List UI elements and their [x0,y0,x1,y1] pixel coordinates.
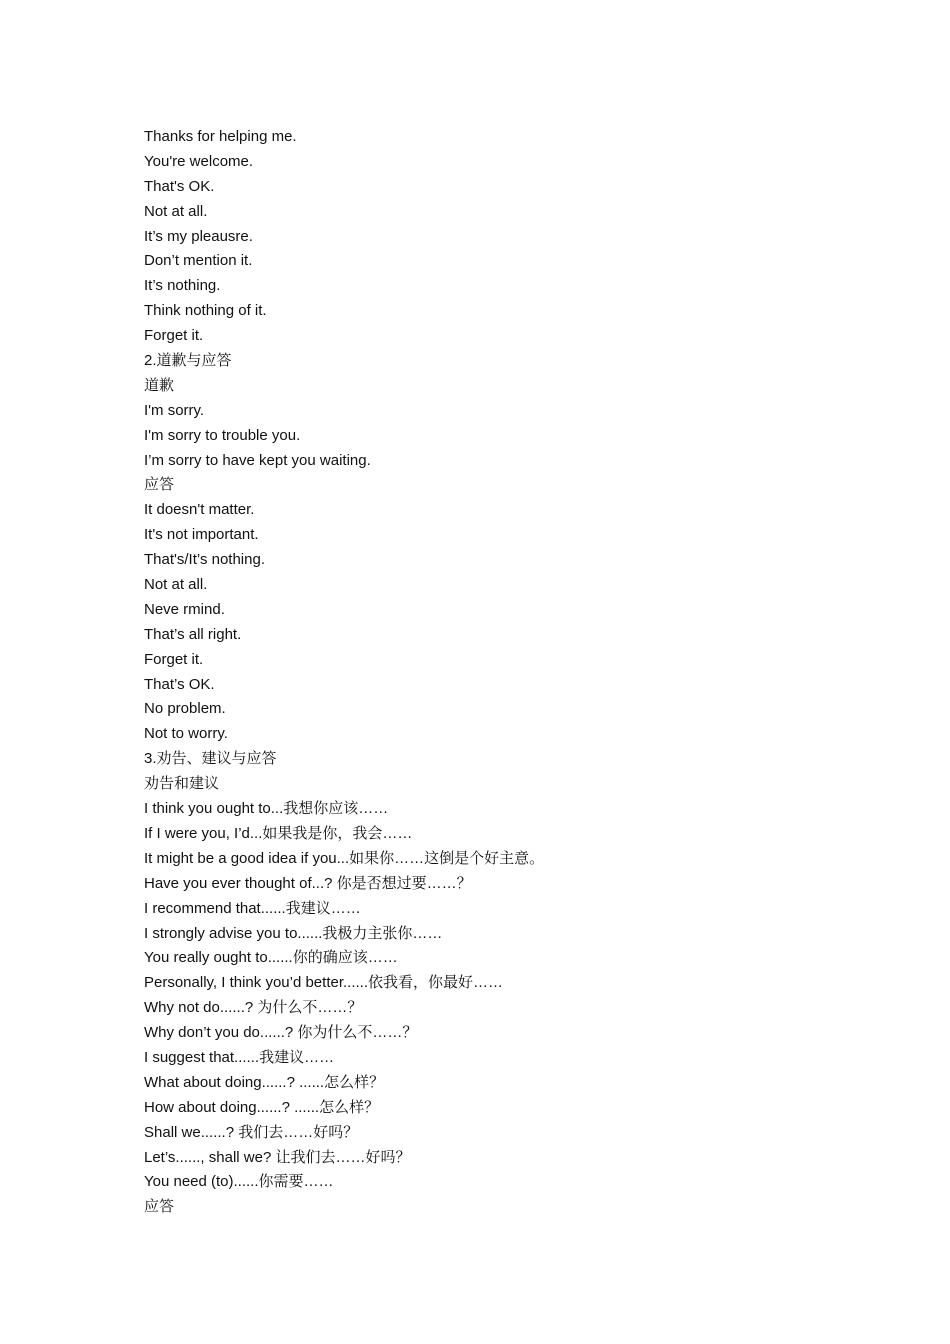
text-line: Think nothing of it. [144,302,267,320]
text-line: I strongly advise you to......我极力主张你…… [144,924,443,942]
text-line: You need (to)......你需要…… [144,1173,334,1191]
text-line: Forget it. [144,327,204,345]
text-line: You really ought to......你的确应该…… [144,949,398,967]
text-line: I'm sorry. [144,401,205,419]
text-line: That’s OK. [144,675,215,693]
text-line: It’s my pleausre. [144,227,253,245]
subsection-heading: 道歉 [144,376,175,394]
text-line: Not at all. [144,576,208,594]
section-heading: 2.道歉与应答 [144,352,232,370]
text-line: Have you ever thought of...? 你是否想过要……？ [144,874,472,892]
text-line: I’m sorry to have kept you waiting. [144,451,371,469]
text-line: It’s nothing. [144,277,221,295]
text-line: Neve rmind. [144,600,225,618]
text-line: Shall we......? 我们去……好吗？ [144,1123,359,1141]
text-line: It might be a good idea if you...如果你……这倒是个好主意。 [144,849,545,867]
text-line: That's OK. [144,177,215,195]
subsection-heading: 应答 [144,476,175,494]
text-line: Why don’t you do......? 你为什么不……？ [144,1024,418,1042]
text-line: Don’t mention it. [144,252,253,270]
subsection-heading: 应答 [144,1198,175,1216]
text-line: That’s all right. [144,625,242,643]
text-line: I'm sorry to trouble you. [144,426,301,444]
text-line: Thanks for helping me. [144,128,297,145]
text-line: How about doing......? ......怎么样？ [144,1098,380,1116]
subsection-heading: 劝告和建议 [144,775,220,793]
text-line: What about doing......? ......怎么样？ [144,1073,385,1091]
text-line: It's not important. [144,526,259,544]
section-heading: 3.劝告、建议与应答 [144,750,277,768]
text-line: I suggest that......我建议…… [144,1048,335,1066]
text-line: That's/It’s nothing. [144,551,265,569]
text-line: Why not do......? 为什么不……？ [144,999,363,1017]
document-body [144,125,904,1220]
text-line: Forget it. [144,650,204,668]
text-line: If I were you, I’d...如果我是你，我会…… [144,824,413,842]
text-line: I think you ought to...我想你应该…… [144,800,389,818]
text-line: I recommend that......我建议…… [144,899,361,917]
text-line: It doesn't matter. [144,501,255,519]
text-line: No problem. [144,700,226,718]
text-line: Not at all. [144,202,208,220]
text-line: You're welcome. [144,152,254,170]
text-line: Not to worry. [144,725,228,743]
text-line: Let’s......, shall we? 让我们去……好吗？ [144,1148,411,1166]
text-line: Personally, I think you’d better......依我看，你最好…… [144,974,504,992]
